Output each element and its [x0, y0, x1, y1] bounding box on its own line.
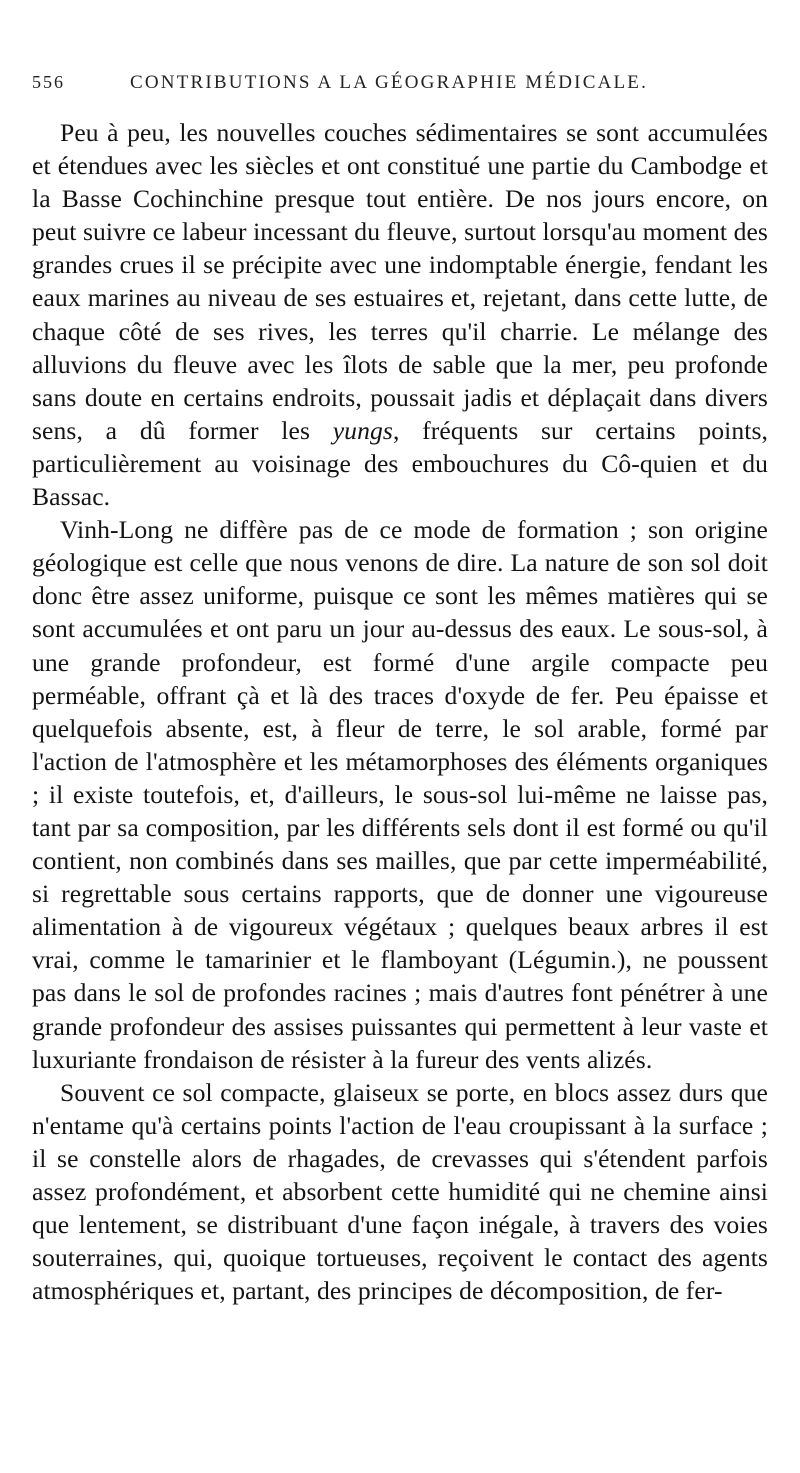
paragraph-1-text-b: , fréquents sur certains points, particulièrement au voisinage des embouchures du Cô-quien et du Bassac. — [32, 415, 769, 512]
running-title: CONTRIBUTIONS A LA GÉOGRAPHIE MÉDICALE. — [130, 72, 649, 93]
paragraph-3: Souvent ce sol compacte, glaiseux se porte, en blocs assez durs que n'entame qu'à certains points l'action de l'eau croupissant à la surface ; il se constelle alors de rhagades, de crevasses qui s'étendent parfois assez profondément, et absorbent cette humidité qui ne chemine ainsi que lentement, se distribuant d'une façon inégale, à travers des voies souterraines, qui, quoique tortueuses, reçoivent le contact des agents atmosphériques et, partant, des principes de décomposition, de fer- — [32, 1077, 768, 1306]
paragraph-2: Vinh-Long ne diffère pas de ce mode de formation ; son origine géologique est celle que nous venons de dire. La nature de son sol doit donc être assez uniforme, puisque ce sont les mêmes matières qui se sont accumulées et ont paru un jour au-dessus des eaux. Le sous-sol, à une grande profondeur, est formé d'une argile compacte peu perméable, offrant çà et là des traces d'oxyde de fer. Peu épaisse et quelquefois absente, est, à fleur de terre, le sol arable, formé par l'action de l'atmosphère et les métamorphoses des éléments organiques ; il existe toutefois, et, d'ailleurs, le sous-sol lui-même ne laisse pas, tant par sa composition, par les différents sels dont il est formé ou qu'il contient, non combinés dans ses mailles, que par cette imperméabilité, si regrettable sous certains rapports, que de donner une vigoureuse alimentation à de vigoureux végétaux ; quelques beaux arbres il est vrai, comme le tamarinier et le flamboyant (Légumin.), ne poussent pas dans le sol de profondes racines ; mais d'autres font pénétrer à une grande profondeur des assises puissantes qui permettent à leur vaste et luxuriante frondaison de résister à la fureur des vents alizés. — [32, 515, 768, 1074]
body-text — [32, 116, 768, 1307]
italic-term-yungs: yungs — [332, 415, 393, 445]
paragraph-1-text-a: Peu à peu, les nouvelles couches sédimentaires se sont accumulées et étendues avec les siècles et ont constitué une partie du Cambodge et la Basse Cochinchine presque tout entière. De nos jours encore, on peut suivre ce labeur incessant du fleuve, surtout lorsqu'au moment des grandes crues il se précipite avec une indomptable énergie, fendant les eaux marines au niveau de ses estuaires et, rejetant, dans cette lutte, de chaque côté de ses rives, les terres qu'il charrie. Le mélange des alluvions du fleuve avec les îlots de sable que la mer, peu profonde sans doute en certains endroits, poussait jadis et déplaçait dans divers sens, a dû former les — [32, 118, 768, 445]
book-page — [32, 72, 768, 1307]
running-head — [32, 72, 768, 102]
paragraph-1 — [32, 116, 768, 513]
page-number: 556 — [32, 72, 65, 92]
